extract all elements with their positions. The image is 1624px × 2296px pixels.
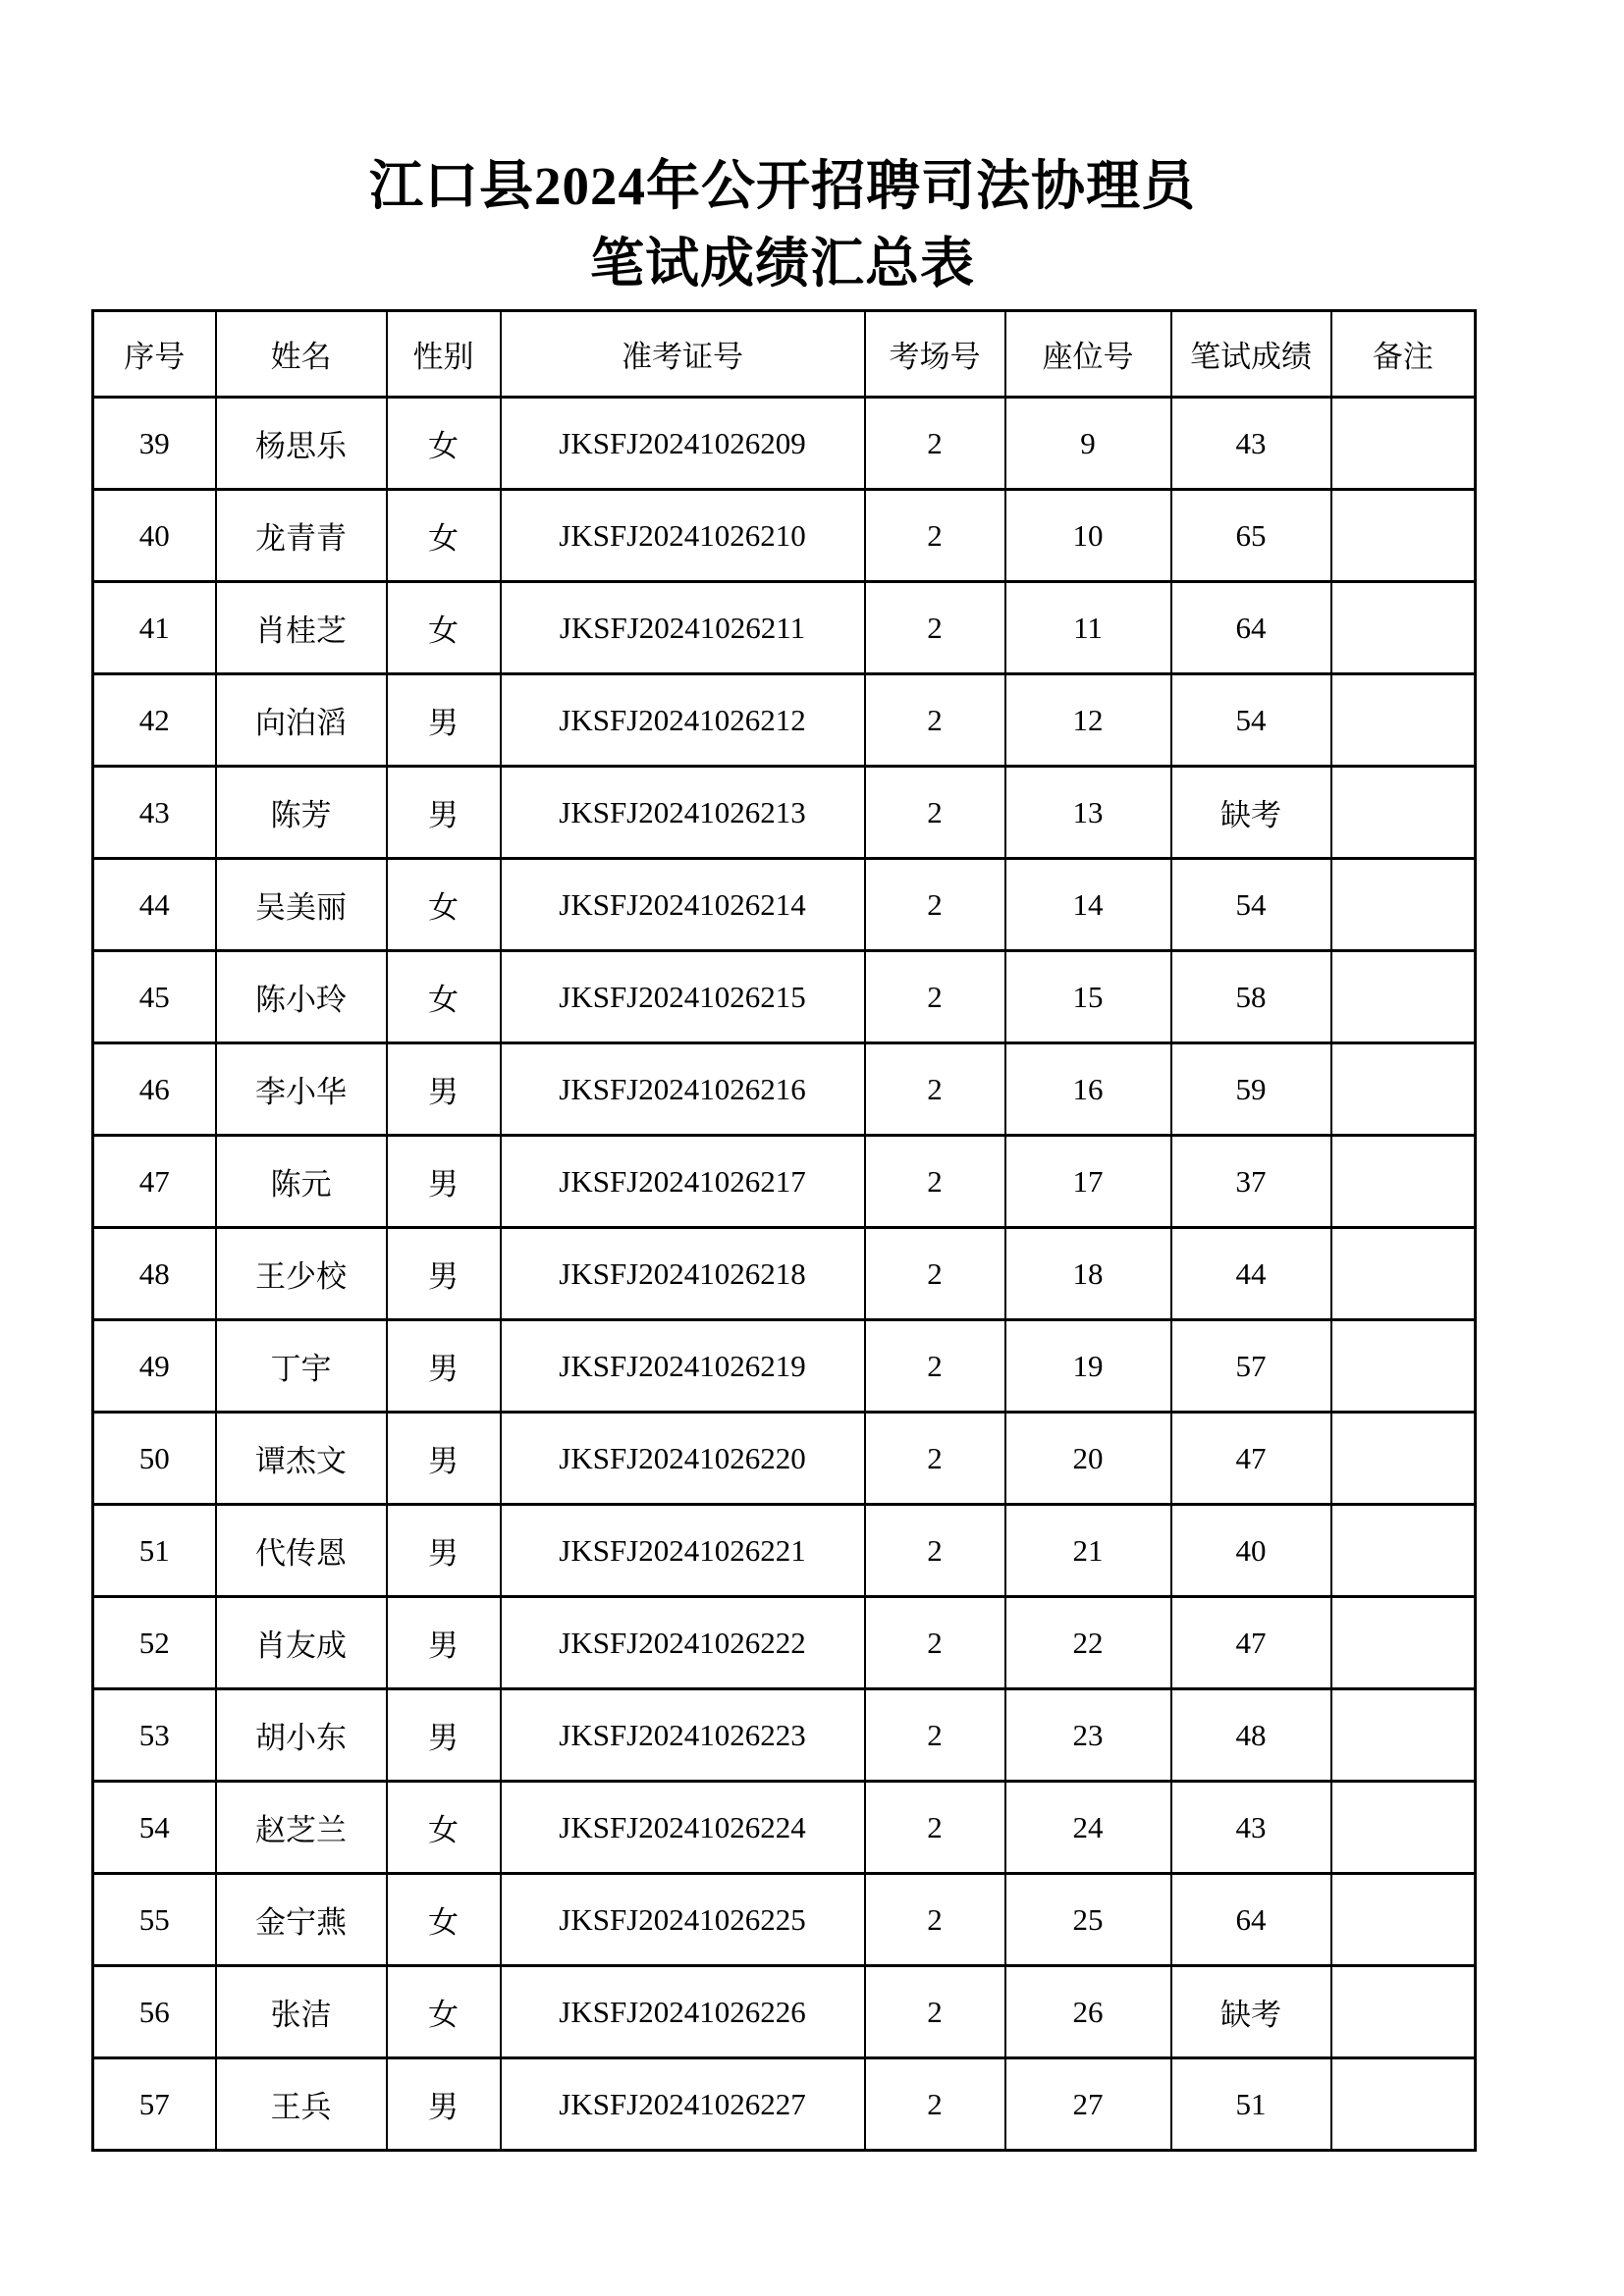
cell-score: 44 [1171, 1228, 1331, 1320]
cell-seat: 21 [1005, 1505, 1171, 1597]
cell-index: 45 [93, 951, 216, 1043]
cell-gender: 女 [387, 490, 501, 582]
table-row [93, 1782, 1476, 1874]
cell-score: 缺考 [1171, 1966, 1331, 2058]
cell-score: 43 [1171, 398, 1331, 490]
cell-name: 谭杰文 [216, 1413, 387, 1505]
cell-ticket: JKSFJ20241026215 [501, 951, 865, 1043]
cell-room: 2 [865, 1136, 1005, 1228]
cell-room: 2 [865, 398, 1005, 490]
cell-ticket: JKSFJ20241026219 [501, 1320, 865, 1413]
cell-seat: 26 [1005, 1966, 1171, 2058]
col-header-gender: 性别 [387, 311, 501, 398]
cell-gender: 女 [387, 582, 501, 674]
cell-ticket: JKSFJ20241026213 [501, 767, 865, 859]
cell-room: 2 [865, 490, 1005, 582]
cell-index: 51 [93, 1505, 216, 1597]
table-row [93, 1228, 1476, 1320]
cell-ticket: JKSFJ20241026223 [501, 1689, 865, 1782]
cell-gender: 男 [387, 1597, 501, 1689]
cell-score: 54 [1171, 674, 1331, 767]
table-row [93, 2058, 1476, 2151]
table-row [93, 1043, 1476, 1136]
cell-seat: 12 [1005, 674, 1171, 767]
cell-remark [1331, 1320, 1476, 1413]
cell-seat: 9 [1005, 398, 1171, 490]
cell-index: 40 [93, 490, 216, 582]
cell-index: 53 [93, 1689, 216, 1782]
col-header-index: 序号 [93, 311, 216, 398]
cell-gender: 男 [387, 674, 501, 767]
cell-score: 47 [1171, 1597, 1331, 1689]
cell-room: 2 [865, 1874, 1005, 1966]
cell-remark [1331, 1597, 1476, 1689]
cell-seat: 27 [1005, 2058, 1171, 2151]
cell-name: 胡小东 [216, 1689, 387, 1782]
cell-remark [1331, 490, 1476, 582]
table-row [93, 1413, 1476, 1505]
score-table [91, 309, 1477, 2152]
cell-name: 赵芝兰 [216, 1782, 387, 1874]
cell-gender: 女 [387, 1782, 501, 1874]
cell-remark [1331, 1782, 1476, 1874]
cell-seat: 14 [1005, 859, 1171, 951]
table-row [93, 1966, 1476, 2058]
cell-gender: 男 [387, 767, 501, 859]
cell-name: 李小华 [216, 1043, 387, 1136]
cell-score: 65 [1171, 490, 1331, 582]
table-row [93, 674, 1476, 767]
document-title-line-2: 笔试成绩汇总表 [589, 234, 975, 294]
cell-index: 39 [93, 398, 216, 490]
cell-gender: 男 [387, 1228, 501, 1320]
cell-seat: 13 [1005, 767, 1171, 859]
document-title [91, 147, 1474, 302]
table-row [93, 1874, 1476, 1966]
cell-name: 杨思乐 [216, 398, 387, 490]
cell-ticket: JKSFJ20241026222 [501, 1597, 865, 1689]
cell-index: 46 [93, 1043, 216, 1136]
cell-room: 2 [865, 2058, 1005, 2151]
cell-gender: 男 [387, 1689, 501, 1782]
cell-index: 47 [93, 1136, 216, 1228]
table-row [93, 1505, 1476, 1597]
cell-seat: 20 [1005, 1413, 1171, 1505]
cell-seat: 18 [1005, 1228, 1171, 1320]
cell-seat: 16 [1005, 1043, 1171, 1136]
cell-score: 缺考 [1171, 767, 1331, 859]
cell-index: 57 [93, 2058, 216, 2151]
cell-remark [1331, 1228, 1476, 1320]
cell-name: 肖桂芝 [216, 582, 387, 674]
cell-ticket: JKSFJ20241026217 [501, 1136, 865, 1228]
table-row [93, 1689, 1476, 1782]
cell-seat: 17 [1005, 1136, 1171, 1228]
score-table-body [93, 398, 1476, 2151]
cell-name: 肖友成 [216, 1597, 387, 1689]
cell-room: 2 [865, 674, 1005, 767]
cell-gender: 女 [387, 1966, 501, 2058]
cell-room: 2 [865, 1689, 1005, 1782]
cell-name: 陈小玲 [216, 951, 387, 1043]
cell-remark [1331, 859, 1476, 951]
table-row [93, 1136, 1476, 1228]
cell-remark [1331, 767, 1476, 859]
cell-score: 59 [1171, 1043, 1331, 1136]
cell-index: 54 [93, 1782, 216, 1874]
cell-name: 陈元 [216, 1136, 387, 1228]
table-header-row [93, 311, 1476, 398]
cell-index: 56 [93, 1966, 216, 2058]
cell-room: 2 [865, 1228, 1005, 1320]
table-row [93, 1597, 1476, 1689]
cell-gender: 女 [387, 1874, 501, 1966]
cell-ticket: JKSFJ20241026221 [501, 1505, 865, 1597]
cell-ticket: JKSFJ20241026216 [501, 1043, 865, 1136]
cell-seat: 23 [1005, 1689, 1171, 1782]
cell-index: 55 [93, 1874, 216, 1966]
cell-room: 2 [865, 951, 1005, 1043]
cell-index: 52 [93, 1597, 216, 1689]
cell-score: 47 [1171, 1413, 1331, 1505]
document-title-line-1: 江口县2024年公开招聘司法协理员 [368, 156, 1196, 216]
cell-seat: 10 [1005, 490, 1171, 582]
cell-remark [1331, 674, 1476, 767]
cell-name: 龙青青 [216, 490, 387, 582]
cell-index: 44 [93, 859, 216, 951]
cell-room: 2 [865, 1043, 1005, 1136]
cell-name: 向泊滔 [216, 674, 387, 767]
cell-index: 41 [93, 582, 216, 674]
cell-name: 王兵 [216, 2058, 387, 2151]
cell-ticket: JKSFJ20241026226 [501, 1966, 865, 2058]
cell-remark [1331, 398, 1476, 490]
cell-score: 51 [1171, 2058, 1331, 2151]
cell-seat: 19 [1005, 1320, 1171, 1413]
cell-remark [1331, 2058, 1476, 2151]
cell-remark [1331, 1043, 1476, 1136]
table-row [93, 859, 1476, 951]
cell-index: 42 [93, 674, 216, 767]
cell-gender: 男 [387, 1043, 501, 1136]
cell-score: 48 [1171, 1689, 1331, 1782]
cell-name: 陈芳 [216, 767, 387, 859]
col-header-seat: 座位号 [1005, 311, 1171, 398]
cell-room: 2 [865, 1966, 1005, 2058]
table-row [93, 582, 1476, 674]
cell-seat: 25 [1005, 1874, 1171, 1966]
cell-ticket: JKSFJ20241026227 [501, 2058, 865, 2151]
cell-gender: 男 [387, 1505, 501, 1597]
cell-remark [1331, 1505, 1476, 1597]
cell-room: 2 [865, 1505, 1005, 1597]
table-row [93, 951, 1476, 1043]
cell-score: 57 [1171, 1320, 1331, 1413]
cell-seat: 24 [1005, 1782, 1171, 1874]
cell-room: 2 [865, 1782, 1005, 1874]
cell-room: 2 [865, 859, 1005, 951]
cell-name: 吴美丽 [216, 859, 387, 951]
cell-room: 2 [865, 582, 1005, 674]
cell-score: 43 [1171, 1782, 1331, 1874]
cell-gender: 女 [387, 859, 501, 951]
cell-score: 54 [1171, 859, 1331, 951]
cell-remark [1331, 1413, 1476, 1505]
table-row [93, 490, 1476, 582]
cell-room: 2 [865, 1597, 1005, 1689]
cell-gender: 女 [387, 951, 501, 1043]
cell-seat: 22 [1005, 1597, 1171, 1689]
cell-index: 50 [93, 1413, 216, 1505]
cell-ticket: JKSFJ20241026220 [501, 1413, 865, 1505]
col-header-score: 笔试成绩 [1171, 311, 1331, 398]
cell-name: 丁宇 [216, 1320, 387, 1413]
cell-ticket: JKSFJ20241026214 [501, 859, 865, 951]
cell-name: 金宁燕 [216, 1874, 387, 1966]
cell-gender: 男 [387, 1136, 501, 1228]
cell-room: 2 [865, 1413, 1005, 1505]
cell-remark [1331, 1966, 1476, 2058]
cell-ticket: JKSFJ20241026225 [501, 1874, 865, 1966]
cell-ticket: JKSFJ20241026224 [501, 1782, 865, 1874]
col-header-ticket: 准考证号 [501, 311, 865, 398]
cell-remark [1331, 951, 1476, 1043]
cell-index: 43 [93, 767, 216, 859]
col-header-remark: 备注 [1331, 311, 1476, 398]
cell-gender: 男 [387, 1320, 501, 1413]
col-header-name: 姓名 [216, 311, 387, 398]
cell-ticket: JKSFJ20241026218 [501, 1228, 865, 1320]
cell-room: 2 [865, 1320, 1005, 1413]
cell-index: 49 [93, 1320, 216, 1413]
cell-score: 58 [1171, 951, 1331, 1043]
cell-name: 王少校 [216, 1228, 387, 1320]
cell-ticket: JKSFJ20241026210 [501, 490, 865, 582]
cell-remark [1331, 1136, 1476, 1228]
cell-remark [1331, 582, 1476, 674]
cell-ticket: JKSFJ20241026212 [501, 674, 865, 767]
cell-index: 48 [93, 1228, 216, 1320]
table-row [93, 1320, 1476, 1413]
cell-score: 40 [1171, 1505, 1331, 1597]
cell-room: 2 [865, 767, 1005, 859]
cell-gender: 男 [387, 1413, 501, 1505]
cell-name: 代传恩 [216, 1505, 387, 1597]
cell-score: 37 [1171, 1136, 1331, 1228]
cell-name: 张洁 [216, 1966, 387, 2058]
col-header-room: 考场号 [865, 311, 1005, 398]
cell-remark [1331, 1689, 1476, 1782]
cell-ticket: JKSFJ20241026211 [501, 582, 865, 674]
cell-seat: 15 [1005, 951, 1171, 1043]
table-row [93, 767, 1476, 859]
table-row [93, 398, 1476, 490]
cell-gender: 男 [387, 2058, 501, 2151]
cell-ticket: JKSFJ20241026209 [501, 398, 865, 490]
cell-remark [1331, 1874, 1476, 1966]
cell-seat: 11 [1005, 582, 1171, 674]
cell-score: 64 [1171, 1874, 1331, 1966]
cell-score: 64 [1171, 582, 1331, 674]
cell-gender: 女 [387, 398, 501, 490]
